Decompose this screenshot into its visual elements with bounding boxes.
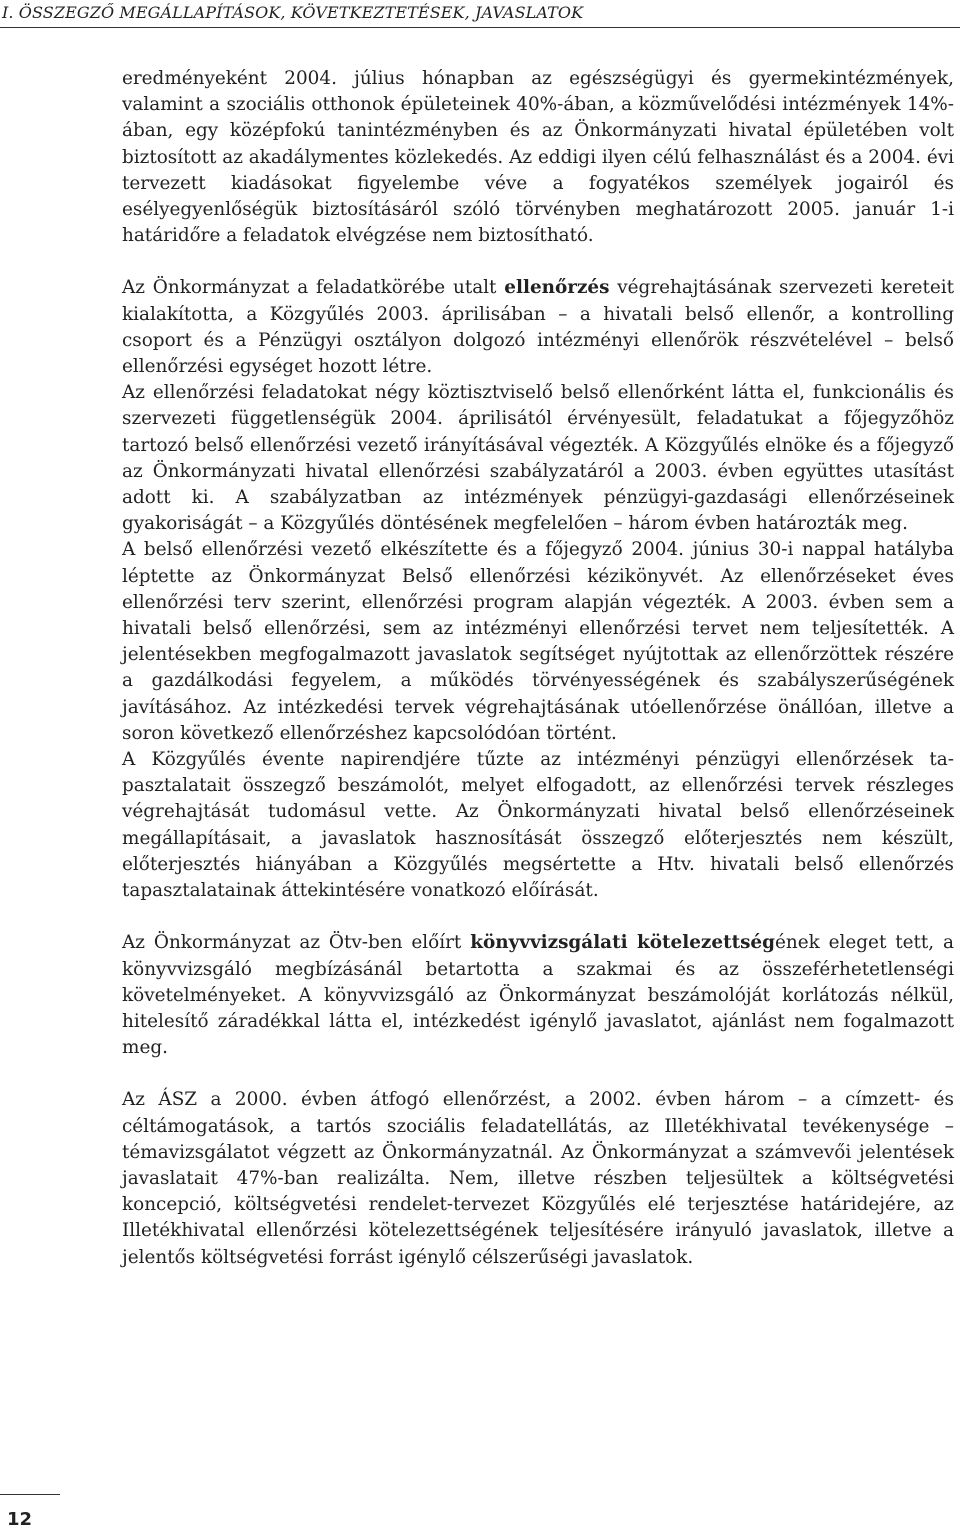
paragraph-accessibility: eredményeként 2004. július hónapban az egészségügyi és gyermekintézmények, valamint a szociális otthonok épületeinek 40%-ában, a közművelődési intézmények 14%-ában, egy középfokú tanintézményben és az Önkormányzati hivatal épületében volt biztosított az akadálymentes közlekedés. Az eddigi ilyen célú felhasználást és a 2004. évi tervezett kiadásokat figyelembe véve a fogyatékos személyek jogairól és esélyegyenlőségük biztosításáról szóló törvényben meghatározott 2005. január 1-i határidőre a feladatok elvégzése nem biztosítható. (122, 68, 954, 247)
bold-term-konyvvizsgalati: könyvvizsgálati kötelezettség (470, 932, 775, 954)
page-number: 12 (7, 1509, 33, 1530)
text-run: végrehajtásának szervezeti kereteit kialakította, a Közgyűlés 2003. áprilisában – a hivatali belső ellenőr, a kontrolling csoport és a Pénzügyi osztályon dolgozó intézményi ellenőrök részvételével – belső ellenőrzési egységet hozott létre. (122, 277, 954, 378)
paragraph-assembly-reports: A Közgyűlés évente napirendjére tűzte az intézményi pénzügyi ellenőrzések tapasztalatait összegző beszámolót, melyet elfogadott, az ellenőrzési tervek részleges végrehajtását tudomásul vette. Az Önkormányzati hivatal belső ellenőrzéseinek megállapításait, a javaslatok hasznosítását összegző előterjesztés nem készült, előterjesztés hiányában a Közgyűlés megsértette a Htv. hivatali belső ellenőrzés tapasztalatainak áttekintésére vonatkozó előírását. (122, 749, 954, 902)
footer-divider (0, 1494, 60, 1495)
header-divider (0, 27, 960, 28)
paragraph-asz-audits: Az ÁSZ a 2000. évben átfogó ellenőrzést, a 2002. évben három – a címzett- és céltámogatások, a tartós szociális feladatellátás, az Illetékhivatal tevékenysége – témavizsgálatot végzett az Önkormányzatnál. Az Önkormányzat a számvevői jelentések javaslatait 47%-ban realizálta. Nem, illetve részben teljesültek a költségvetési koncepció, költségvetési rendelet-tervezet Közgyűlés elé terjesztése határidejére, az Illetékhivatal ellenőrzési kötelezettségének teljesítésére irányuló javaslatok, illetve a jelentős költségvetési forrást igénylő célszerűségi javaslatok. (122, 1089, 954, 1268)
paragraph-auditing-obligation (122, 930, 954, 1061)
paragraph-internal-auditors: Az ellenőrzési feladatokat négy köztisztviselő belső ellenőrként látta el, funkcionális és szervezeti függetlenségük 2004. áprilisától érvényesült, feladatukat a főjegyzőhöz tartozó belső ellenőrzési vezető irányításával végezték. A Közgyűlés elnöke és a főjegyző az Önkormányzati hivatal ellenőrzési szabályzatáról a 2003. évben együttes utasítást adott ki. A szabályzatban az intézmények pénzügyi-gazdasági ellenőrzéseinek gyakoriságát – a Közgyűlés döntésének megfelelően – három évben határozták meg. (122, 382, 954, 535)
bold-term-ellenorzes: ellenőrzés (504, 277, 610, 299)
paragraph-spacer (122, 1061, 954, 1087)
running-header: I. ÖSSZEGZŐ MEGÁLLAPÍTÁSOK, KÖVETKEZTETÉSEK, JAVASLATOK (2, 3, 584, 22)
text-run: ének eleget tett, a könyvvizsgáló megbízásánál betartotta a szakmai és az összeférhetetlenségi követelményeket. A könyvvizsgáló az Önkormányzat beszámolóját korlátozás nélkül, hitelesítő záradékkal látta el, intézkedést igénylő javaslatot, ajánlást nem fogalmazott meg. (122, 932, 954, 1059)
paragraph-spacer (122, 904, 954, 930)
paragraph-internal-control-setup (122, 275, 954, 380)
text-run: Az Önkormányzat a feladatkörébe utalt (122, 277, 505, 299)
paragraph-audit-manual: A belső ellenőrzési vezető elkészítette és a főjegyző 2004. június 30-i nappal hatályba léptette az Önkormányzat Belső ellenőrzési kézikönyvét. Az ellenőrzéseket éves ellenőrzési terv szerint, ellenőrzési program alapján végezték. A 2003. évben sem a hivatali belső ellenőrzési, sem az intézményi ellenőrzési tervet nem teljesítették. A jelentésekben megfogalmazott javaslatok segítséget nyújtottak az ellenőrzöttek részére a gazdálkodási fegyelem, a működés törvényességének és szabályszerűségének javításához. Az intézkedési tervek végrehajtásának utóellenőrzése önállóan, illetve a soron következő ellenőrzéshez kapcsolódóan történt. (122, 539, 954, 744)
paragraph-spacer (122, 249, 954, 275)
text-run: Az Önkormányzat az Ötv-ben előírt (122, 932, 471, 954)
document-body (122, 66, 954, 1271)
